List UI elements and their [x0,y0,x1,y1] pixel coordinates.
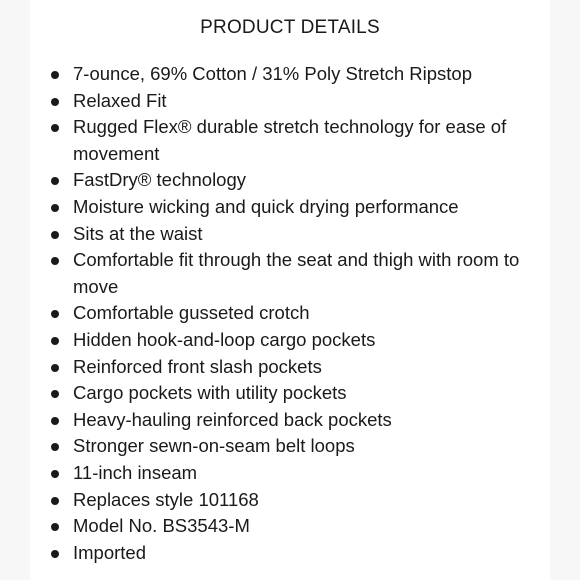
list-item [30,433,540,460]
list-item-text: Hidden hook-and-loop cargo pockets [73,328,376,350]
list-item-text: 7-ounce, 69% Cotton / 31% Poly Stretch Ripstop [73,63,472,84]
list-item-text: Imported [73,541,147,563]
list-item [30,221,540,248]
list-item-text: Rugged Flex® durable stretch technology for ease of movement [73,116,507,164]
list-item [30,88,540,115]
list-item-text: Stronger sewn-on-seam belt loops [73,435,355,457]
bullet-icon [51,550,59,558]
list-item-text: Cargo pockets with utility pockets [73,382,347,404]
list-item [30,300,540,327]
bullet-icon [51,523,59,531]
bullet-icon [51,390,59,398]
list-item-text: Comfortable fit through the seat and thigh with room to move [73,249,520,297]
bullet-icon [51,71,59,79]
list-item-text: Comfortable gusseted crotch [73,302,310,324]
bullet-icon [51,177,59,185]
list-item [30,540,540,567]
section-title: PRODUCT DETAILS [200,17,380,38]
bullet-icon [51,417,59,425]
list-item [30,407,540,434]
list-item-text: Relaxed Fit [73,89,167,111]
list-item [30,114,540,167]
bullet-icon [51,497,59,505]
list-item [30,327,540,354]
product-details-list [30,61,540,566]
bullet-icon [51,257,59,265]
product-details-panel [30,0,550,580]
bullet-icon [51,98,59,106]
bullet-icon [51,364,59,372]
list-item-text: Reinforced front slash pockets [73,355,322,377]
bullet-icon [51,231,59,239]
list-item [30,167,540,194]
list-item-text: Replaces style 101168 [73,488,259,510]
bullet-icon [51,337,59,345]
bullet-icon [51,124,59,132]
list-item-text: FastDry® technology [73,169,247,191]
bullet-icon [51,204,59,212]
left-margin [0,0,30,580]
list-item-text: Moisture wicking and quick drying performance [73,195,459,217]
list-item-text: Model No. BS3543-M [73,515,250,537]
list-item [30,460,540,487]
bullet-icon [51,470,59,478]
list-item [30,194,540,221]
list-item-text: 11-inch inseam [73,461,198,483]
list-item-text: Sits at the waist [73,222,203,244]
list-item [30,247,540,300]
bullet-icon [51,443,59,451]
bullet-icon [51,310,59,318]
right-margin [550,0,580,580]
list-item [30,61,540,88]
list-item [30,513,540,540]
list-item [30,354,540,381]
list-item [30,487,540,514]
list-item [30,380,540,407]
list-item-text: Heavy-hauling reinforced back pockets [73,408,392,430]
